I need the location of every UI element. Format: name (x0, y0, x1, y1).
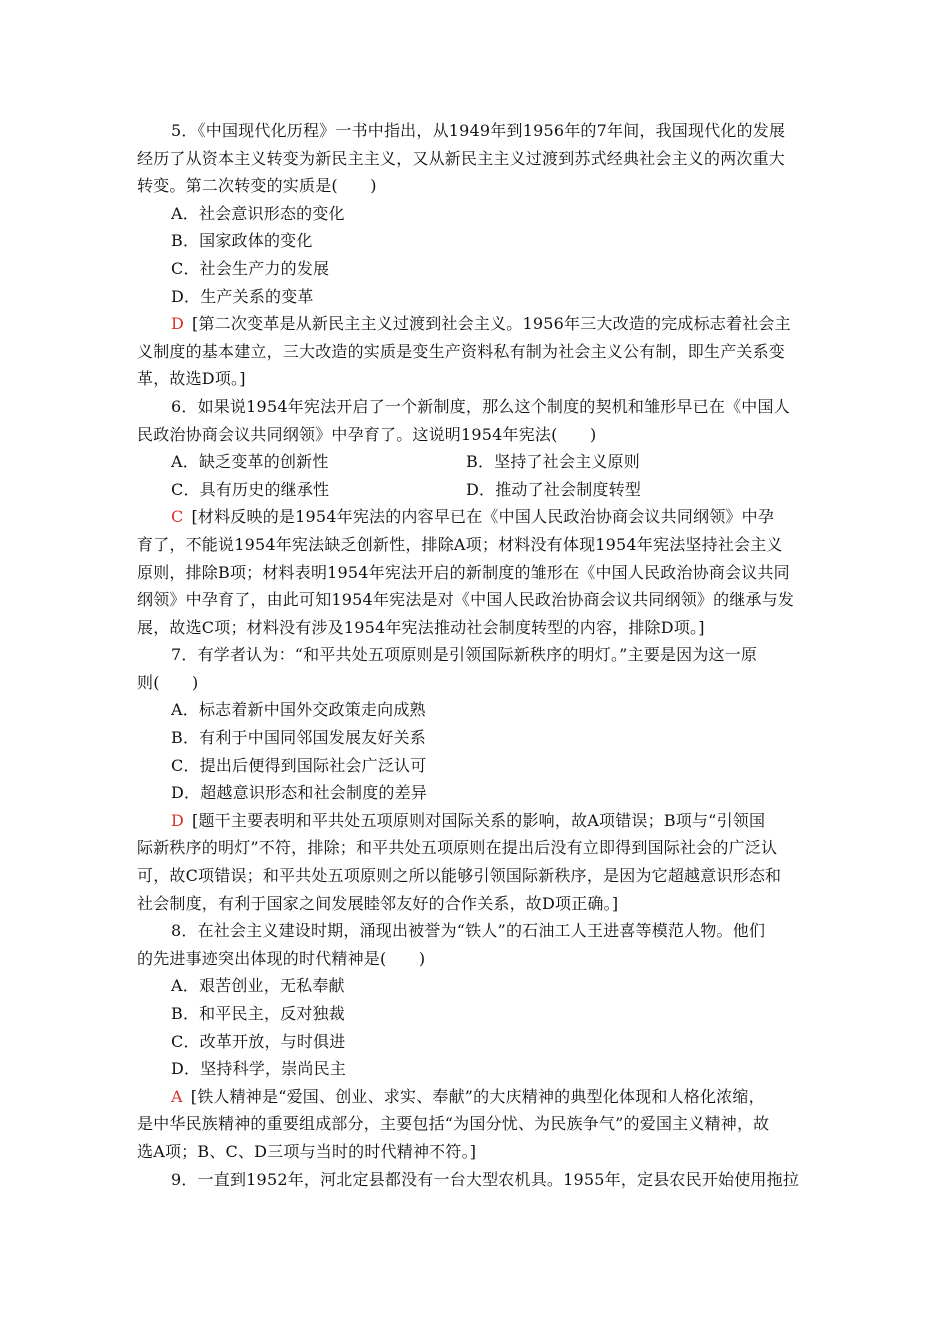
option-a: A．缺乏变革的创新性 (171, 452, 329, 472)
question-8 (137, 917, 817, 1165)
option-d: D．生产关系的变革 (171, 286, 314, 306)
question-6 (137, 393, 817, 641)
answer-letter: A (171, 1086, 183, 1106)
question-7 (137, 641, 817, 917)
answer-letter: D (171, 314, 185, 334)
explanation-text: [铁人精神是“爱国、创业、求实、奉献”的大庆精神的典型化体现和人格化浓缩， (190, 1086, 765, 1106)
answer-explanation-line (137, 503, 817, 531)
option-c: C．改革开放，与时俱进 (171, 1031, 346, 1051)
option-d: D．坚持科学，崇尚民主 (171, 1059, 347, 1079)
question-stem-line: 经历了从资本主义转变为新民主主义，又从新民主主义过渡到苏式经典社会主义的两次重大 (137, 148, 786, 168)
explanation-line: 革，故选D项。] (137, 369, 246, 389)
option-d: D．推动了社会制度转型 (466, 479, 642, 499)
explanation-line: 纲领》中孕育了，由此可知1954年宪法是对《中国人民政治协商会议共同纲领》的继承与发 (137, 590, 795, 610)
explanation-text: [材料反映的是1954年宪法的内容早已在《中国人民政治协商会议共同纲领》中孕 (191, 507, 775, 527)
question-stem-line: 民政治协商会议共同纲领》中孕育了。这说明1954年宪法( ) (137, 424, 597, 444)
explanation-line: 社会制度，有利于国家之间发展睦邻友好的合作关系，故D项正确。] (137, 893, 619, 913)
answer-explanation-line (137, 1083, 817, 1111)
answer-explanation-line (137, 310, 817, 338)
option-row (137, 476, 817, 504)
explanation-line: 育了，不能说1954年宪法缺乏创新性，排除A项；材料没有体现1954年宪法坚持社会主义 (137, 534, 783, 554)
document-body (137, 117, 817, 1193)
option-c: C．具有历史的继承性 (171, 479, 330, 499)
question-stem-line: 则( ) (137, 672, 199, 692)
answer-explanation-line (137, 807, 817, 835)
question-stem-line: 5．《中国现代化历程》一书中指出，从1949年到1956年的7年间，我国现代化的发展 (171, 121, 786, 140)
option-a: A．艰苦创业，无私奉献 (171, 976, 345, 996)
explanation-line: 展，故选C项；材料没有涉及1954年宪法推动社会制度转型的内容，排除D项。] (137, 617, 705, 637)
question-5 (137, 117, 817, 393)
explanation-line: 选A项；B、C、D三项与当时的时代精神不符。] (137, 1141, 477, 1161)
option-c: C．社会生产力的发展 (171, 258, 330, 278)
option-d: D．超越意识形态和社会制度的差异 (171, 783, 428, 803)
option-b: B．和平民主，反对独裁 (171, 1004, 345, 1023)
question-stem-line: 8．在社会主义建设时期，涌现出被誉为“铁人”的石油工人王进喜等模范人物。他们 (171, 921, 766, 941)
explanation-line: 是中华民族精神的重要组成部分，主要包括“为国分忧、为民族争气”的爱国主义精神，故 (137, 1114, 770, 1134)
answer-letter: D (171, 810, 185, 830)
option-b: B．国家政体的变化 (171, 231, 313, 251)
explanation-text: [第二次变革是从新民主主义过渡到社会主义。1956年三大改造的完成标志着社会主 (192, 314, 791, 334)
option-c: C．提出后便得到国际社会广泛认可 (171, 755, 427, 775)
question-stem-line: 的先进事迹突出体现的时代精神是( ) (137, 948, 426, 968)
question-stem-line: 9．一直到1952年，河北定县都没有一台大型农机具。1955年，定县农民开始使用拖拉 (171, 1169, 800, 1189)
option-row (137, 448, 817, 476)
question-stem-line: 7．有学者认为：“和平共处五项原则是引领国际新秩序的明灯。”主要是因为这一原 (171, 645, 758, 665)
explanation-line: 原则，排除B项；材料表明1954年宪法开启的新制度的雏形在《中国人民政治协商会议共同 (137, 562, 790, 582)
question-stem-line: 转变。第二次转变的实质是( ) (137, 176, 377, 196)
explanation-text: [题干主要表明和平共处五项原则对国际关系的影响，故A项错误；B项与“引领国 (192, 810, 766, 830)
explanation-line: 可，故C项错误；和平共处五项原则之所以能够引领国际新秩序，是因为它超越意识形态和 (137, 866, 782, 886)
question-9 (137, 1166, 817, 1194)
answer-letter: C (171, 507, 184, 527)
option-a: A．社会意识形态的变化 (171, 203, 345, 223)
explanation-line: 际新秩序的明灯”不符，排除；和平共处五项原则在提出后没有立即得到国际社会的广泛认 (137, 838, 778, 858)
option-b: B．有利于中国同邻国发展友好关系 (171, 728, 426, 748)
question-stem-line: 6．如果说1954年宪法开启了一个新制度，那么这个制度的契机和雏形早已在《中国人 (171, 396, 790, 416)
explanation-line: 义制度的基本建立，三大改造的实质是变生产资料私有制为社会主义公有制，即生产关系变 (137, 341, 786, 361)
option-a: A．标志着新中国外交政策走向成熟 (171, 700, 426, 720)
option-b: B．坚持了社会主义原则 (466, 452, 640, 472)
